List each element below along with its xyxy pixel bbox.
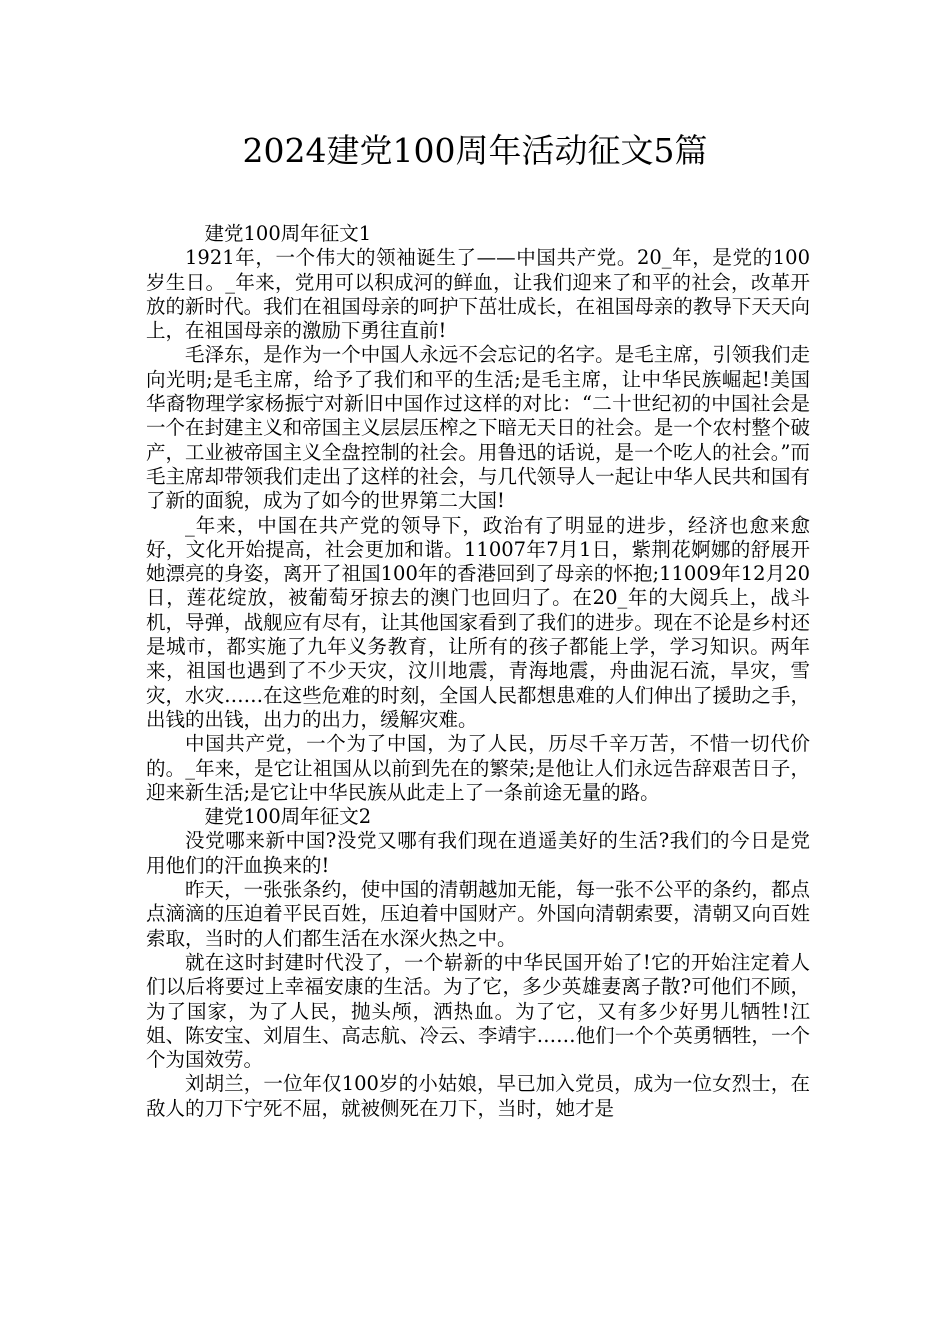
paragraph: 没党哪来新中国?没党又哪有我们现在逍遥美好的生活?我们的今日是党用他们的汗血换来的! bbox=[146, 829, 810, 877]
section-heading-2: 建党100周年征文2 bbox=[204, 805, 372, 829]
section-heading-1: 建党100周年征文1 bbox=[204, 222, 372, 245]
document-body bbox=[146, 222, 810, 1121]
paragraph: 就在这时封建时代没了，一个崭新的中华民国开始了!它的开始注定着人们以后将要过上幸福安康的生活。为了它，多少英雄妻离子散?可他们不顾，为了国家，为了人民，抛头颅，洒热血。为了它，又有多少好男儿牺牲!江姐、陈安宝、刘眉生、高志航、冷云、李靖宇……他们一个个英勇牺牲，一个个为国效劳。 bbox=[146, 950, 810, 1072]
document-title: 2024建党100周年活动征文5篇 bbox=[242, 131, 708, 170]
paragraph: _年来，中国在共产党的领导下，政治有了明显的进步，经济也愈来愈好，文化开始提高，社会更加和谐。11007年7月1日，紫荆花婀娜的舒展开她漂亮的身姿，离开了祖国100年的香港回到了母亲的怀抱;11009年12月20日，莲花绽放，被葡萄牙掠去的澳门也回归了。在20_年的大阅兵上，战斗机，导弹，战舰应有尽有，让其他国家看到了我们的进步。现在不论是乡村还是城市，都实施了九年义务教育，让所有的孩子都能上学，学习知识。两年来，祖国也遇到了不少天灾，汶川地震，青海地震，舟曲泥石流，旱灾，雪灾，水灾……在这些危难的时刻，全国人民都想患难的人们伸出了援助之手，出钱的出钱，出力的出力，缓解灾难。 bbox=[146, 513, 810, 731]
paragraph: 1921年，一个伟大的领袖诞生了——中国共产党。20_年，是党的100岁生日。_年来，党用可以积成河的鲜血，让我们迎来了和平的社会，改革开放的新时代。我们在祖国母亲的呵护下茁壮成长，在祖国母亲的教导下天天向上，在祖国母亲的激励下勇往直前! bbox=[146, 246, 810, 343]
paragraph: 昨天，一张张条约，使中国的清朝越加无能，每一张不公平的条约，都点点滴滴的压迫着平民百姓，压迫着中国财产。外国向清朝索要，清朝又向百姓索取，当时的人们都生活在水深火热之中。 bbox=[146, 878, 810, 950]
paragraph: 中国共产党，一个为了中国，为了人民，历尽千辛万苦，不惜一切代价的。_年来，是它让祖国从以前到先在的繁荣;是他让人们永远告辞艰苦日子，迎来新生活;是它让中华民族从此走上了一条前途无量的路。 bbox=[146, 732, 810, 804]
paragraph: 毛泽东，是作为一个中国人永远不会忘记的名字。是毛主席，引领我们走向光明;是毛主席，给予了我们和平的生活;是毛主席，让中华民族崛起!美国华裔物理学家杨振宁对新旧中国作过这样的对比：“二十世纪初的中国社会是一个在封建主义和帝国主义层层压榨之下暗无天日的社会。是一个农村整个破产，工业被帝国主义全盘控制的社会。用鲁迅的话说，是一个吃人的社会。”而毛主席却带领我们走出了这样的社会，与几代领导人一起让中华人民共和国有了新的面貌，成为了如今的世界第二大国! bbox=[146, 343, 810, 513]
paragraph: 刘胡兰，一位年仅100岁的小姑娘，早已加入党员，成为一位女烈士，在敌人的刀下宁死不屈，就被侧死在刀下，当时，她才是 bbox=[146, 1072, 810, 1120]
